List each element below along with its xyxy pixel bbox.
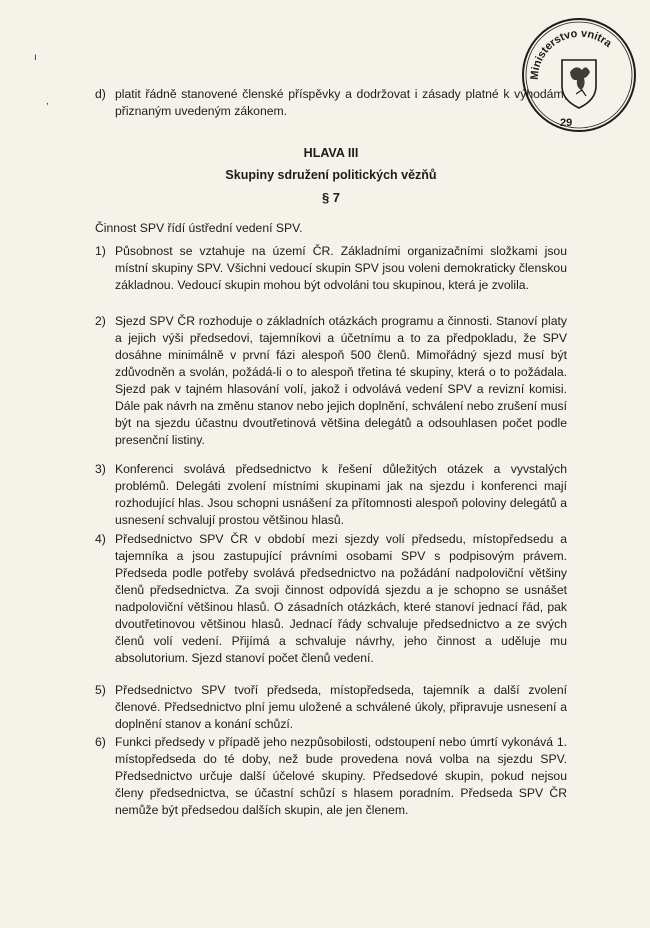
list-item [95, 734, 567, 819]
item-number: 6) [95, 735, 106, 749]
item-d [95, 86, 567, 120]
item-text: Působnost se vztahuje na území ČR. Základními organizačními složkami jsou místní skupiny SPV. Všichni vedoucí skupin SPV jsou voleni demokraticky členskou základnou. Vedoucí skupin mohou být odvoláni tou skupinou, která je zvolila. [115, 244, 567, 292]
item-number: 4) [95, 532, 106, 546]
item-text: Předsednictvo SPV tvoří předseda, místopředseda, tajemník a další zvolení členové. Předsednictvo plní jemu uložené a schválené úkoly, připravuje usnesení a doplnění stanov a konání schůzí. [115, 683, 567, 731]
chapter-subheading: Skupiny sdružení politických vězňů [225, 168, 437, 182]
item-text: Konferenci svolává předsednictvo k řešení důležitých otázek a vyvstalých problémů. Delegáti zvolení místními skupinami jak na sjezdu i konferenci mají rozhodující hlas. Jsou schopni usnášení za přítomnosti alespoň poloviny delegátů a usnesení schvalují prostou většinou hlasů. [115, 462, 567, 527]
chapter-heading: HLAVA III [303, 146, 359, 160]
stamp-text: Ministerstvo vnitra [528, 27, 614, 81]
item-number: 2) [95, 314, 106, 328]
list-item [95, 243, 567, 294]
item-text: Předsednictvo SPV ČR v období mezi sjezdy volí předsedu, místopředsedu a tajemníka a jsou zastupující právními osobami SPV s podpisovým právem. Předseda podle potřeby svolává předsednictvo na požádání nadpoloviční většiny členů předsednictva. Za svoji činnost odpovídá sjezdu a je schopno se usnášet nadpoloviční většinou hlasů. O zásadních otázkách, které stanoví jednací řád, pak dvoutřetinovou většinou hlasů. Jednací řády schvaluje předsednictvo a ze svých členů volí vedení. Přijímá a schvaluje návrhy, jeho činnost a uděluje mu absolutorium. Sjezd stanoví počet členů vedení. [115, 532, 567, 665]
item-text: Sjezd SPV ČR rozhoduje o základních otázkách programu a činnosti. Stanoví platy a jejich výši předsedovi, tajemníkovi a účetnímu a to za předpokladu, že SPV dosáhne minimálně v první fázi alespoň 500 členů. Mimořádný sjezd musí být zdůvodněn a svolán, požádá-li o to alespoň třetina té skupiny, která o to požádala. Sjezd pak v tajném hlasování volí, jakož i odvolává vedení SPV a revizní komisi. Dále pak návrh na změnu stanov nebo jejich doplnění, schválení nebo zrušení musí být na sjezdu účastnu dvoutřetinová většina delegátů a odsouhlasen počet podle presenční listiny. [115, 314, 567, 447]
item-number: 5) [95, 683, 106, 697]
stamp-number: 29 [560, 117, 573, 129]
list-item [95, 461, 567, 529]
item-text: Funkci předsedy v případě jeho nezpůsobilosti, odstoupení nebo úmrtí vykonává 1. místopředseda do té doby, než bude provedena nová volba na sjezdu SPV. Předsednictvo určuje další účelové skupiny. Předsedové skupin, pokud nejsou členy předsednictva, se účastní schůzí s hlasem poradním. Předseda SPV ČR nemůže být předsedou dalších skupin, ale jen členem. [115, 735, 567, 817]
margin-mark: ı [34, 52, 37, 63]
list-item [95, 313, 567, 449]
official-stamp [520, 16, 638, 134]
section-number: § 7 [321, 190, 341, 205]
item-label: d) [95, 87, 106, 101]
list-item [95, 682, 567, 733]
list-item [95, 531, 567, 667]
item-number: 1) [95, 244, 106, 258]
item-number: 3) [95, 462, 106, 476]
intro-paragraph: Činnost SPV řídí ústřední vedení SPV. [95, 221, 303, 235]
item-text: platit řádně stanovené členské příspěvky a dodržovat i zásady platné k výhodám, přiznaným uvedeným zákonem. [115, 87, 567, 118]
margin-mark: , [46, 96, 49, 107]
crest-icon [562, 60, 596, 108]
